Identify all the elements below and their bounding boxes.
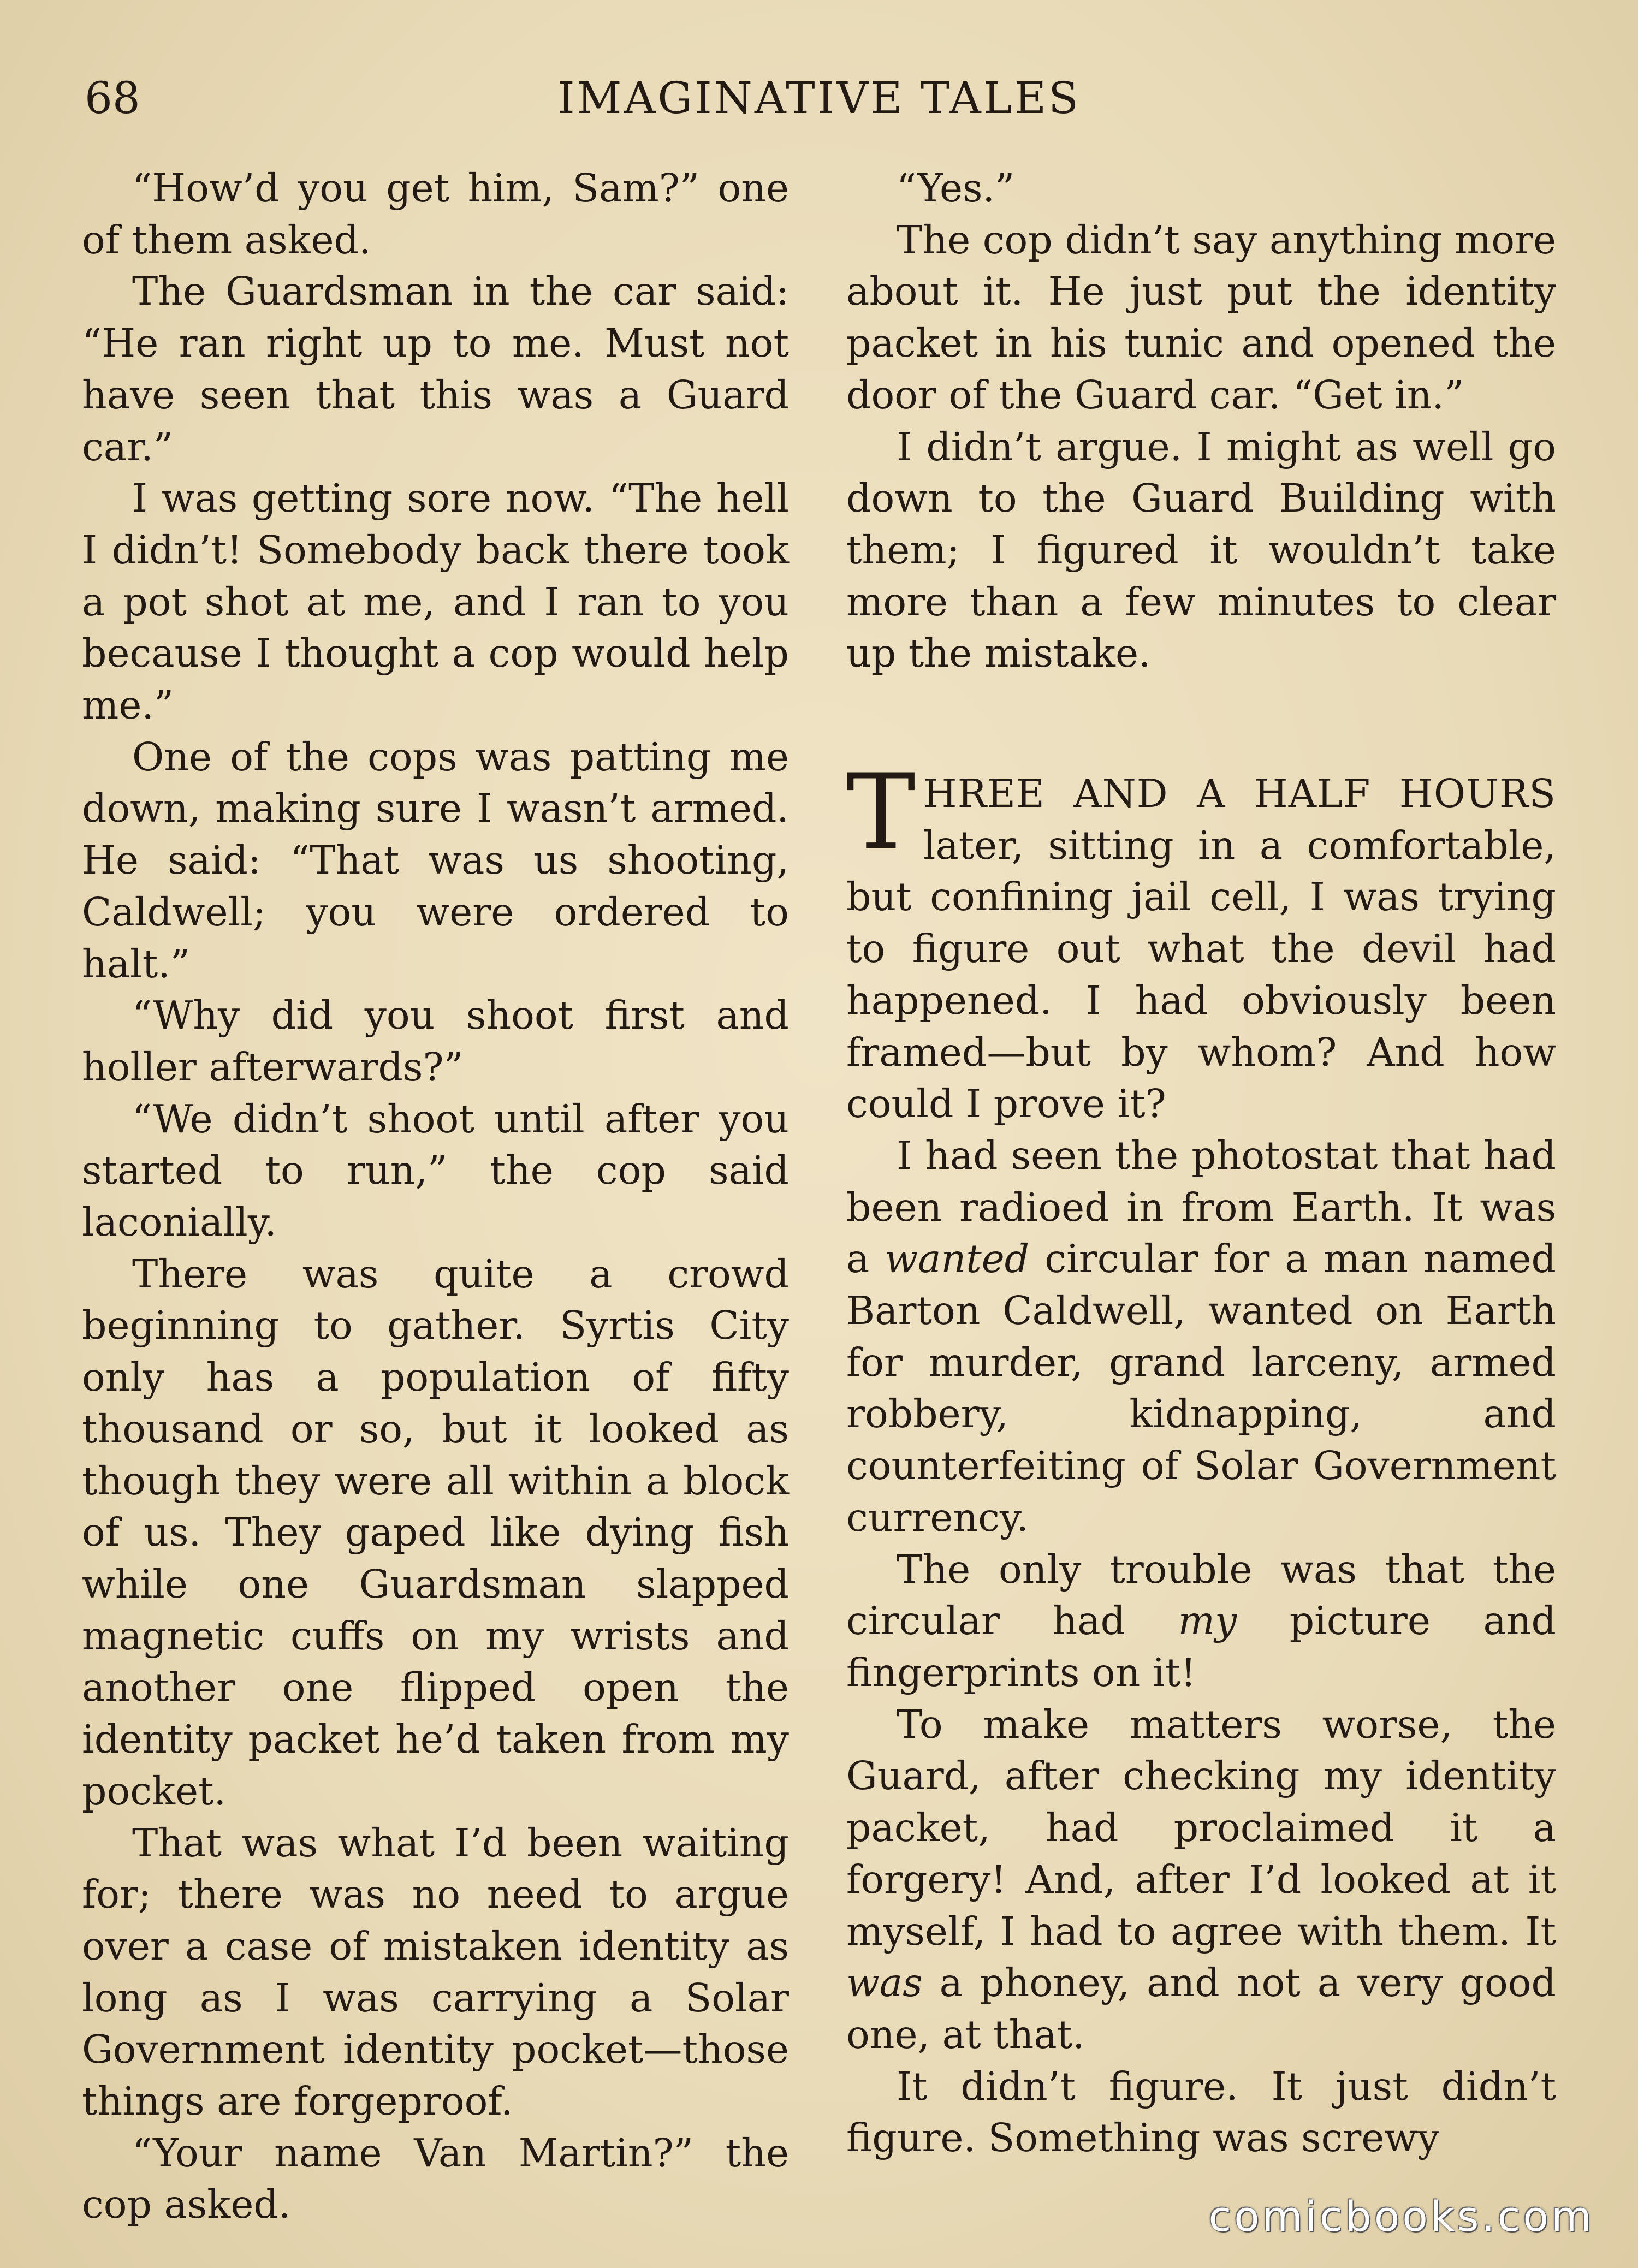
italic-text: was <box>846 1960 923 2006</box>
paragraph: One of the cops was patting me down, making sure I wasn’t armed. He said: “That was us shooting, Caldwell; you were ordered to halt.” <box>82 734 789 987</box>
paragraph: “We didn’t shoot until after you started to run,” the cop said laconially. <box>82 1096 789 1245</box>
paragraph: “Why did you shoot first and holler afterwards?” <box>82 993 789 1090</box>
paragraph: “Yes.” <box>897 165 1015 211</box>
section-opening-paragraph <box>846 752 1556 1130</box>
left-column <box>82 163 789 2231</box>
text-run: I had seen the photostat that had been radioed in from Earth. It was a <box>846 1132 1556 1282</box>
paragraph: I was getting sore now. “The hell I didn’t! Somebody back there took a pot shot at me, and I ran to you because I thought a cop would help me.” <box>82 476 789 728</box>
italic-text: wanted <box>885 1236 1030 1282</box>
paragraph: “Your name Van Martin?” the cop asked. <box>82 2130 789 2228</box>
paragraph: I didn’t argue. I might as well go down to the Guard Building with them; I figured it wouldn’t take more than a few minutes to clear up the mistake. <box>846 424 1556 676</box>
running-title: IMAGINATIVE TALES <box>557 73 1081 123</box>
small-caps-lead: HREE AND A HALF HOURS <box>923 771 1556 817</box>
paragraph: That was what I’d been waiting for; there was no need to argue over a case of mistaken identity as long as I was carrying a Solar Government identity pocket—those things are forgeproof. <box>82 1820 789 2124</box>
section-break <box>846 680 1556 768</box>
page-header <box>0 68 1638 128</box>
paragraph <box>846 1699 1556 2061</box>
text-run: The only trouble was that the circular had <box>846 1546 1556 1644</box>
paragraph <box>846 1130 1556 1544</box>
paragraph: The cop didn’t say anything more about it. He just put the identity packet in his tunic and opened the door of the Guard car. “Get in.” <box>846 217 1556 418</box>
paragraph: “How’d you get him, Sam?” one of them asked. <box>82 165 789 263</box>
paragraph <box>846 1544 1556 1699</box>
watermark: comicbooks.com <box>1208 2192 1594 2241</box>
paragraph: The Guardsman in the car said: “He ran right up to me. Must not have seen that this was a Guard car.” <box>82 269 789 470</box>
italic-text: my <box>1178 1598 1237 1644</box>
paragraph-text: later, sitting in a comfortable, but confining jail cell, I was trying to figure out what the devil had happened. I had obviously been framed—but by whom? And how could I prove it? <box>846 822 1556 1127</box>
text-run: circular for a man named Barton Caldwell, wanted on Earth for murder, grand larceny, armed robbery, kidnapping, and counterfeiting of Solar Government currency. <box>846 1236 1556 1540</box>
page-number: 68 <box>85 73 140 123</box>
paragraph: It didn’t figure. It just didn’t figure. Something was screwy <box>846 2063 1556 2161</box>
text-run: To make matters worse, the Guard, after checking my identity packet, had proclaimed it a forgery! And, after I’d looked at it myself, I had to agree with them. It <box>846 1701 1556 1954</box>
right-column <box>846 163 1556 2164</box>
text-run: a phoney, and not a very good one, at that. <box>846 1960 1556 2057</box>
text-run: picture and fingerprints on it! <box>846 1598 1556 1695</box>
paragraph: There was quite a crowd beginning to gather. Syrtis City only has a population of fifty thousand or so, but it looked as though they were all within a block of us. They gaped like dying fish while one Guardsman slapped magnetic cuffs on my wrists and another one flipped open the identity packet he’d taken from my pocket. <box>82 1251 789 1814</box>
drop-cap: T <box>846 752 916 873</box>
